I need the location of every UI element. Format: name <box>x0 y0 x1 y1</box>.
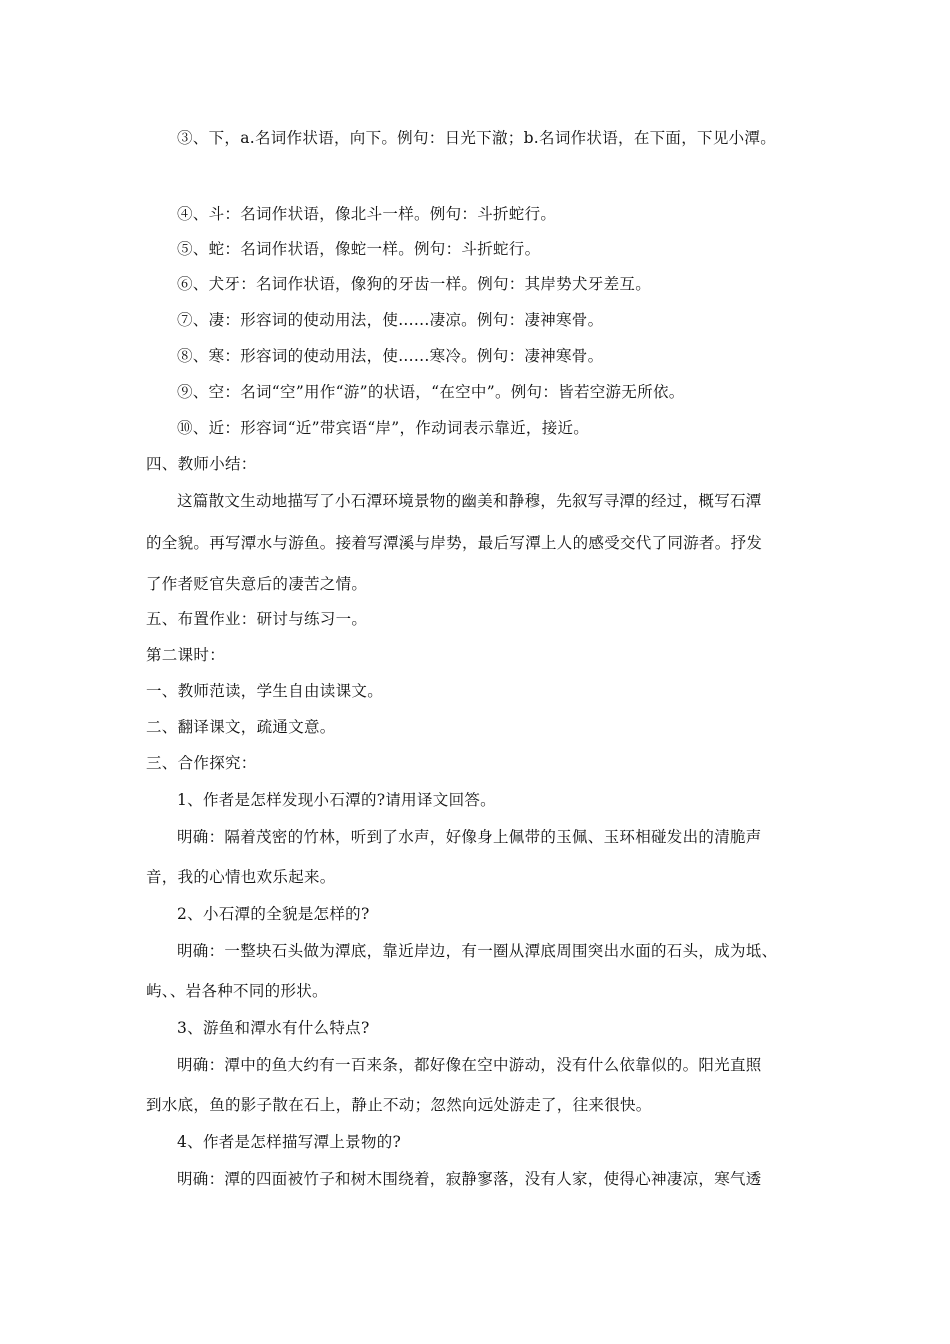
definition-3: ③、下，a.名词作状语，向下。例句：日光下澈；b.名词作状语，在下面，下见小潭。 <box>177 129 777 147</box>
question-4: 4、作者是怎样描写潭上景物的? <box>177 1133 402 1151</box>
answer-4-line-1: 明确：潭的四面被竹子和树木围绕着，寂静寥落，没有人家，使得心神凄凉，寒气透 <box>177 1170 762 1188</box>
question-1: 1、作者是怎样发现小石潭的?请用译文回答。 <box>177 791 496 809</box>
definition-7: ⑦、凄：形容词的使动用法，使......凄凉。例句：凄神寒骨。 <box>177 311 604 329</box>
summary-line-2: 的全貌。再写潭水与游鱼。接着写潭溪与岸势，最后写潭上人的感受交代了同游者。抒发 <box>146 534 763 552</box>
definition-4: ④、斗：名词作状语，像北斗一样。例句：斗折蛇行。 <box>177 205 557 223</box>
answer-2-line-2: 屿、、岩各种不同的形状。 <box>146 982 328 1000</box>
lesson-step-1: 一、教师范读，学生自由读课文。 <box>146 682 384 700</box>
lesson-step-2: 二、翻译课文，疏通文意。 <box>146 718 336 736</box>
lesson-step-3: 三、合作探究： <box>146 754 257 772</box>
definition-5: ⑤、蛇：名词作状语，像蛇一样。例句：斗折蛇行。 <box>177 240 541 258</box>
definition-6: ⑥、犬牙：名词作状语，像狗的牙齿一样。例句：其岸势犬牙差互。 <box>177 275 652 293</box>
question-2: 2、小石潭的全貌是怎样的? <box>177 905 370 923</box>
definition-10: ⑩、近：形容词“近”带宾语“岸”，作动词表示靠近，接近。 <box>177 419 590 437</box>
section-heading-homework: 五、布置作业：研讨与练习一。 <box>146 610 368 628</box>
question-3: 3、游鱼和潭水有什么特点? <box>177 1019 370 1037</box>
summary-line-3: 了作者贬官失意后的凄苦之情。 <box>146 575 368 593</box>
answer-3-line-1: 明确：潭中的鱼大约有一百来条，都好像在空中游动，没有什么依靠似的。阳光直照 <box>177 1056 762 1074</box>
lesson-title: 第二课时： <box>146 646 226 664</box>
section-heading-summary: 四、教师小结： <box>146 455 257 473</box>
summary-line-1: 这篇散文生动地描写了小石潭环境景物的幽美和静穆，先叙写寻潭的经过，概写石潭 <box>177 492 762 510</box>
answer-1-line-1: 明确：隔着茂密的竹林，听到了水声，好像身上佩带的玉佩、玉环相碰发出的清脆声 <box>177 828 762 846</box>
definition-8: ⑧、寒：形容词的使动用法，使......寒冷。例句：凄神寒骨。 <box>177 347 604 365</box>
answer-3-line-2: 到水底，鱼的影子散在石上，静止不动；忽然向远处游走了，往来很快。 <box>146 1096 652 1114</box>
answer-2-line-1: 明确：一整块石头做为潭底，靠近岸边，有一圈从潭底周围突出水面的石头，成为坻、 <box>177 942 778 960</box>
definition-9: ⑨、空：名词“空”用作“游”的状语，“在空中”。例句：皆若空游无所依。 <box>177 383 685 401</box>
answer-1-line-2: 音，我的心情也欢乐起来。 <box>146 868 336 886</box>
